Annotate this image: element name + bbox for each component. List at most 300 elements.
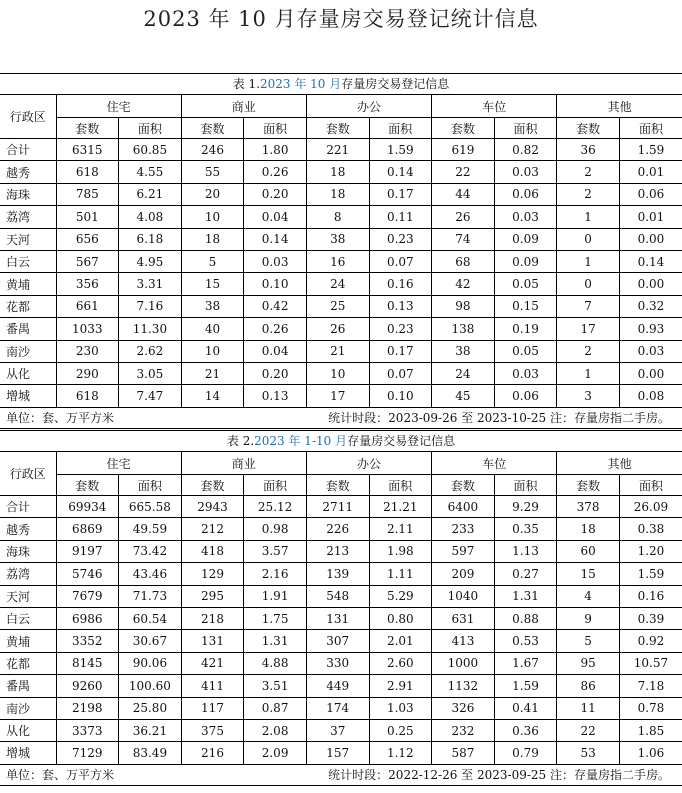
value-cell: 2.16 — [244, 563, 307, 585]
value-cell: 0.14 — [244, 228, 307, 250]
group-header: 车位 — [432, 95, 557, 118]
value-cell: 0.06 — [494, 385, 557, 407]
value-cell: 1.75 — [244, 607, 307, 629]
group-header: 其他 — [557, 95, 682, 118]
region-cell: 合计 — [0, 139, 56, 161]
value-cell: 36 — [557, 139, 620, 161]
value-cell: 0.00 — [619, 273, 682, 295]
table-row — [0, 518, 682, 540]
value-cell: 0.20 — [244, 362, 307, 384]
value-cell: 0.00 — [619, 362, 682, 384]
value-cell: 17 — [306, 385, 369, 407]
value-cell: 295 — [181, 585, 244, 607]
region-cell: 番禺 — [0, 675, 56, 697]
region-cell: 合计 — [0, 496, 56, 518]
region-header: 行政区 — [0, 95, 56, 139]
value-cell: 0.78 — [619, 697, 682, 719]
value-cell: 0.07 — [369, 362, 432, 384]
value-cell: 55 — [181, 161, 244, 183]
region-cell: 花都 — [0, 295, 56, 317]
value-cell: 2.09 — [244, 742, 307, 764]
region-cell: 海珠 — [0, 540, 56, 562]
value-cell: 7 — [557, 295, 620, 317]
value-cell: 129 — [181, 563, 244, 585]
page-title: 2023 年 10 月存量房交易登记统计信息 — [143, 7, 539, 31]
value-cell: 1.31 — [244, 630, 307, 652]
value-cell: 375 — [181, 719, 244, 741]
value-cell: 0.26 — [244, 318, 307, 340]
total-row — [0, 496, 682, 518]
table-row — [0, 742, 682, 764]
region-cell: 白云 — [0, 607, 56, 629]
area-header: 面积 — [494, 475, 557, 496]
group-header: 其他 — [557, 452, 682, 475]
value-cell: 4.55 — [119, 161, 182, 183]
value-cell: 1.59 — [494, 675, 557, 697]
value-cell: 656 — [56, 228, 119, 250]
value-cell: 0.80 — [369, 607, 432, 629]
value-cell: 21 — [181, 362, 244, 384]
value-cell: 131 — [181, 630, 244, 652]
area-header: 面积 — [494, 118, 557, 139]
value-cell: 74 — [432, 228, 495, 250]
value-cell: 212 — [181, 518, 244, 540]
value-cell: 567 — [56, 250, 119, 272]
value-cell: 1.59 — [619, 563, 682, 585]
value-cell: 0.03 — [619, 340, 682, 362]
value-cell: 218 — [181, 607, 244, 629]
value-cell: 2.01 — [369, 630, 432, 652]
value-cell: 413 — [432, 630, 495, 652]
value-cell: 0.03 — [494, 362, 557, 384]
count-header: 套数 — [557, 475, 620, 496]
value-cell: 71.73 — [119, 585, 182, 607]
unit-note: 单位：套、万平方米 — [6, 767, 115, 782]
value-cell: 233 — [432, 518, 495, 540]
value-cell: 2711 — [306, 496, 369, 518]
value-cell: 5 — [557, 630, 620, 652]
group-header: 办公 — [306, 452, 431, 475]
value-cell: 36.21 — [119, 719, 182, 741]
value-cell: 0.42 — [244, 295, 307, 317]
value-cell: 8145 — [56, 652, 119, 674]
value-cell: 0.32 — [619, 295, 682, 317]
value-cell: 0.79 — [494, 742, 557, 764]
count-header: 套数 — [432, 475, 495, 496]
area-header: 面积 — [369, 118, 432, 139]
value-cell: 2.60 — [369, 652, 432, 674]
value-cell: 1000 — [432, 652, 495, 674]
table-row — [0, 340, 682, 362]
value-cell: 18 — [557, 518, 620, 540]
value-cell: 18 — [181, 228, 244, 250]
value-cell: 1132 — [432, 675, 495, 697]
value-cell: 1 — [557, 362, 620, 384]
value-cell: 631 — [432, 607, 495, 629]
value-cell: 330 — [306, 652, 369, 674]
value-cell: 548 — [306, 585, 369, 607]
value-cell: 7.18 — [619, 675, 682, 697]
value-cell: 7.47 — [119, 385, 182, 407]
value-cell: 0.36 — [494, 719, 557, 741]
value-cell: 6.21 — [119, 183, 182, 205]
value-cell: 1.98 — [369, 540, 432, 562]
value-cell: 209 — [432, 563, 495, 585]
value-cell: 0.98 — [244, 518, 307, 540]
value-cell: 0.10 — [369, 385, 432, 407]
value-cell: 22 — [432, 161, 495, 183]
value-cell: 0.17 — [369, 340, 432, 362]
table-row — [0, 652, 682, 674]
value-cell: 10.57 — [619, 652, 682, 674]
count-header: 套数 — [306, 118, 369, 139]
value-cell: 2.91 — [369, 675, 432, 697]
value-cell: 45 — [432, 385, 495, 407]
caption-suffix: 存量房交易登记信息 — [347, 434, 456, 448]
value-cell: 2 — [557, 183, 620, 205]
count-header: 套数 — [557, 118, 620, 139]
value-cell: 0.41 — [494, 697, 557, 719]
region-cell: 黄埔 — [0, 273, 56, 295]
region-cell: 天河 — [0, 228, 56, 250]
value-cell: 0.09 — [494, 250, 557, 272]
table-footer — [0, 765, 682, 786]
value-cell: 0.93 — [619, 318, 682, 340]
value-cell: 618 — [56, 161, 119, 183]
table-row — [0, 295, 682, 317]
table-row — [0, 161, 682, 183]
value-cell: 449 — [306, 675, 369, 697]
value-cell: 44 — [432, 183, 495, 205]
count-header: 套数 — [432, 118, 495, 139]
value-cell: 16 — [306, 250, 369, 272]
value-cell: 1.06 — [619, 742, 682, 764]
value-cell: 11.30 — [119, 318, 182, 340]
table-footer — [0, 408, 682, 429]
table-row — [0, 183, 682, 205]
data-table — [0, 94, 682, 408]
table-row — [0, 697, 682, 719]
value-cell: 68 — [432, 250, 495, 272]
value-cell: 7679 — [56, 585, 119, 607]
value-cell: 7129 — [56, 742, 119, 764]
value-cell: 0.17 — [369, 183, 432, 205]
value-cell: 418 — [181, 540, 244, 562]
table-row — [0, 273, 682, 295]
region-cell: 越秀 — [0, 161, 56, 183]
value-cell: 6.18 — [119, 228, 182, 250]
table-caption — [0, 430, 682, 451]
value-cell: 0.26 — [244, 161, 307, 183]
count-header: 套数 — [56, 475, 119, 496]
table-2-block — [0, 430, 682, 786]
area-header: 面积 — [244, 118, 307, 139]
table-row — [0, 719, 682, 741]
value-cell: 0.08 — [619, 385, 682, 407]
count-header: 套数 — [56, 118, 119, 139]
value-cell: 49.59 — [119, 518, 182, 540]
region-cell: 花都 — [0, 652, 56, 674]
value-cell: 0.00 — [619, 228, 682, 250]
value-cell: 0 — [557, 273, 620, 295]
caption-suffix: 存量房交易登记信息 — [341, 77, 450, 91]
value-cell: 1.12 — [369, 742, 432, 764]
value-cell: 40 — [181, 318, 244, 340]
value-cell: 60.54 — [119, 607, 182, 629]
group-header: 商业 — [181, 95, 306, 118]
region-cell: 越秀 — [0, 518, 56, 540]
value-cell: 587 — [432, 742, 495, 764]
value-cell: 0.82 — [494, 139, 557, 161]
value-cell: 230 — [56, 340, 119, 362]
region-cell: 增城 — [0, 385, 56, 407]
value-cell: 0.23 — [369, 228, 432, 250]
group-header: 商业 — [181, 452, 306, 475]
area-header: 面积 — [369, 475, 432, 496]
value-cell: 21.21 — [369, 496, 432, 518]
value-cell: 3.05 — [119, 362, 182, 384]
value-cell: 117 — [181, 697, 244, 719]
area-header: 面积 — [244, 475, 307, 496]
region-cell: 白云 — [0, 250, 56, 272]
value-cell: 9.29 — [494, 496, 557, 518]
value-cell: 0.03 — [244, 250, 307, 272]
area-header: 面积 — [619, 118, 682, 139]
region-cell: 荔湾 — [0, 563, 56, 585]
value-cell: 9197 — [56, 540, 119, 562]
value-cell: 0.10 — [244, 273, 307, 295]
table-row — [0, 607, 682, 629]
table-row — [0, 585, 682, 607]
value-cell: 1.59 — [369, 139, 432, 161]
value-cell: 0.03 — [494, 206, 557, 228]
value-cell: 2.62 — [119, 340, 182, 362]
value-cell: 661 — [56, 295, 119, 317]
value-cell: 421 — [181, 652, 244, 674]
value-cell: 60.85 — [119, 139, 182, 161]
value-cell: 157 — [306, 742, 369, 764]
value-cell: 6986 — [56, 607, 119, 629]
value-cell: 139 — [306, 563, 369, 585]
value-cell: 0.14 — [619, 250, 682, 272]
value-cell: 38 — [181, 295, 244, 317]
value-cell: 221 — [306, 139, 369, 161]
value-cell: 0.53 — [494, 630, 557, 652]
region-cell: 海珠 — [0, 183, 56, 205]
value-cell: 26 — [306, 318, 369, 340]
caption-period: 2023 年 1-10 月 — [254, 434, 348, 448]
value-cell: 0.38 — [619, 518, 682, 540]
value-cell: 2.11 — [369, 518, 432, 540]
value-cell: 10 — [306, 362, 369, 384]
value-cell: 0.87 — [244, 697, 307, 719]
value-cell: 3.31 — [119, 273, 182, 295]
value-cell: 1.59 — [619, 139, 682, 161]
value-cell: 501 — [56, 206, 119, 228]
value-cell: 25.80 — [119, 697, 182, 719]
value-cell: 0.35 — [494, 518, 557, 540]
period-note: 统计时段：2022-12-26 至 2023-09-25 注：存量房指二手房。 — [328, 767, 670, 782]
group-header: 住宅 — [56, 452, 181, 475]
value-cell: 20 — [181, 183, 244, 205]
value-cell: 25 — [306, 295, 369, 317]
value-cell: 14 — [181, 385, 244, 407]
value-cell: 411 — [181, 675, 244, 697]
value-cell: 378 — [557, 496, 620, 518]
header-row-groups — [0, 452, 682, 475]
value-cell: 0.06 — [619, 183, 682, 205]
value-cell: 0.09 — [494, 228, 557, 250]
value-cell: 0.05 — [494, 273, 557, 295]
value-cell: 0.25 — [369, 719, 432, 741]
value-cell: 3352 — [56, 630, 119, 652]
value-cell: 25.12 — [244, 496, 307, 518]
value-cell: 665.58 — [119, 496, 182, 518]
value-cell: 307 — [306, 630, 369, 652]
total-row — [0, 139, 682, 161]
value-cell: 43.46 — [119, 563, 182, 585]
value-cell: 4.95 — [119, 250, 182, 272]
table-row — [0, 206, 682, 228]
value-cell: 0.27 — [494, 563, 557, 585]
value-cell: 1.11 — [369, 563, 432, 585]
value-cell: 0.01 — [619, 206, 682, 228]
region-cell: 增城 — [0, 742, 56, 764]
value-cell: 356 — [56, 273, 119, 295]
region-cell: 天河 — [0, 585, 56, 607]
value-cell: 1033 — [56, 318, 119, 340]
value-cell: 0.16 — [619, 585, 682, 607]
value-cell: 5.29 — [369, 585, 432, 607]
value-cell: 53 — [557, 742, 620, 764]
value-cell: 38 — [306, 228, 369, 250]
value-cell: 785 — [56, 183, 119, 205]
table-row — [0, 385, 682, 407]
group-header: 车位 — [432, 452, 557, 475]
value-cell: 15 — [557, 563, 620, 585]
value-cell: 3.57 — [244, 540, 307, 562]
value-cell: 15 — [181, 273, 244, 295]
value-cell: 131 — [306, 607, 369, 629]
value-cell: 10 — [181, 206, 244, 228]
value-cell: 290 — [56, 362, 119, 384]
value-cell: 597 — [432, 540, 495, 562]
value-cell: 0.16 — [369, 273, 432, 295]
value-cell: 69934 — [56, 496, 119, 518]
value-cell: 0.05 — [494, 340, 557, 362]
value-cell: 17 — [557, 318, 620, 340]
value-cell: 95 — [557, 652, 620, 674]
value-cell: 174 — [306, 697, 369, 719]
value-cell: 18 — [306, 183, 369, 205]
value-cell: 0.20 — [244, 183, 307, 205]
value-cell: 1.13 — [494, 540, 557, 562]
value-cell: 0.15 — [494, 295, 557, 317]
table-row — [0, 540, 682, 562]
region-cell: 荔湾 — [0, 206, 56, 228]
region-cell: 黄埔 — [0, 630, 56, 652]
value-cell: 246 — [181, 139, 244, 161]
value-cell: 8 — [306, 206, 369, 228]
table-row — [0, 318, 682, 340]
value-cell: 213 — [306, 540, 369, 562]
value-cell: 9 — [557, 607, 620, 629]
value-cell: 26 — [432, 206, 495, 228]
value-cell: 2198 — [56, 697, 119, 719]
value-cell: 2 — [557, 340, 620, 362]
value-cell: 6315 — [56, 139, 119, 161]
value-cell: 7.16 — [119, 295, 182, 317]
value-cell: 26.09 — [619, 496, 682, 518]
value-cell: 0.14 — [369, 161, 432, 183]
value-cell: 24 — [306, 273, 369, 295]
value-cell: 0.04 — [244, 340, 307, 362]
region-cell: 南沙 — [0, 697, 56, 719]
value-cell: 0.23 — [369, 318, 432, 340]
value-cell: 0.39 — [619, 607, 682, 629]
value-cell: 73.42 — [119, 540, 182, 562]
group-header: 办公 — [306, 95, 431, 118]
value-cell: 100.60 — [119, 675, 182, 697]
value-cell: 5 — [181, 250, 244, 272]
value-cell: 0.06 — [494, 183, 557, 205]
value-cell: 6869 — [56, 518, 119, 540]
count-header: 套数 — [181, 475, 244, 496]
table-row — [0, 675, 682, 697]
region-cell: 南沙 — [0, 340, 56, 362]
caption-prefix: 表 1. — [232, 77, 260, 91]
value-cell: 2.08 — [244, 719, 307, 741]
table-row — [0, 362, 682, 384]
value-cell: 1.80 — [244, 139, 307, 161]
value-cell: 24 — [432, 362, 495, 384]
value-cell: 30.67 — [119, 630, 182, 652]
period-note: 统计时段：2023-09-26 至 2023-10-25 注：存量房指二手房。 — [328, 410, 670, 425]
value-cell: 0.04 — [244, 206, 307, 228]
unit-note: 单位：套、万平方米 — [6, 410, 115, 425]
value-cell: 0.13 — [369, 295, 432, 317]
value-cell: 0.07 — [369, 250, 432, 272]
value-cell: 5746 — [56, 563, 119, 585]
area-header: 面积 — [119, 475, 182, 496]
header-row-groups — [0, 95, 682, 118]
value-cell: 90.06 — [119, 652, 182, 674]
value-cell: 326 — [432, 697, 495, 719]
value-cell: 2 — [557, 161, 620, 183]
value-cell: 1040 — [432, 585, 495, 607]
value-cell: 0.13 — [244, 385, 307, 407]
value-cell: 4 — [557, 585, 620, 607]
value-cell: 42 — [432, 273, 495, 295]
header-row-sub — [0, 475, 682, 496]
count-header: 套数 — [181, 118, 244, 139]
value-cell: 619 — [432, 139, 495, 161]
region-cell: 从化 — [0, 362, 56, 384]
value-cell: 1 — [557, 206, 620, 228]
region-header: 行政区 — [0, 452, 56, 496]
value-cell: 1.91 — [244, 585, 307, 607]
value-cell: 3373 — [56, 719, 119, 741]
region-cell: 番禺 — [0, 318, 56, 340]
value-cell: 11 — [557, 697, 620, 719]
value-cell: 4.88 — [244, 652, 307, 674]
value-cell: 216 — [181, 742, 244, 764]
area-header: 面积 — [619, 475, 682, 496]
value-cell: 1.31 — [494, 585, 557, 607]
value-cell: 138 — [432, 318, 495, 340]
caption-prefix: 表 2. — [226, 434, 255, 448]
value-cell: 10 — [181, 340, 244, 362]
